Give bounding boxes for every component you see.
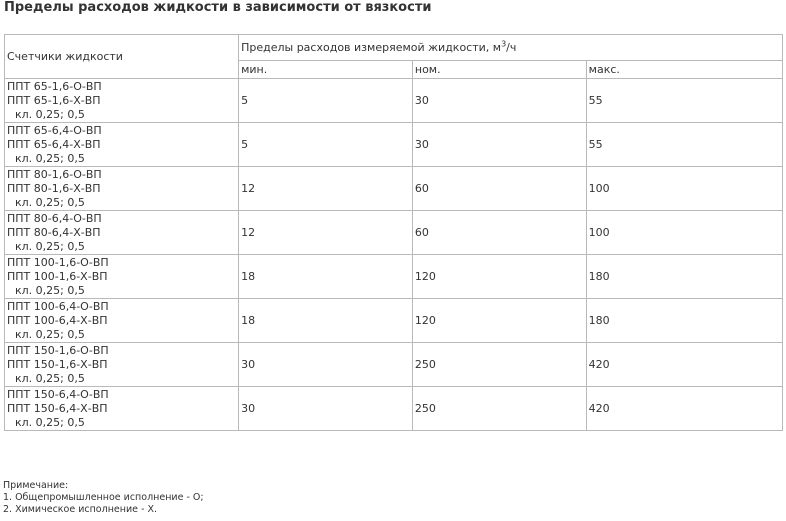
flow-min-cell: 30 (239, 343, 413, 387)
flow-max-cell: 100 (586, 167, 782, 211)
meter-model: ППТ 80-6,4-Х-ВП (7, 225, 101, 239)
meter-model: ППТ 80-1,6-О-ВП (7, 167, 102, 181)
table-row (5, 123, 783, 167)
meter-model: ППТ 100-6,4-Х-ВП (7, 313, 108, 327)
header-flow-limits-text: Пределы расходов измеряемой жидкости, м (241, 40, 502, 54)
flow-max-cell: 180 (586, 255, 782, 299)
table-row (5, 299, 783, 343)
table-row (5, 387, 783, 431)
flow-limits-table (4, 34, 783, 431)
flow-nom-cell: 30 (412, 123, 586, 167)
accuracy-class: кл. 0,25; 0,5 (15, 283, 85, 297)
meter-model: ППТ 150-1,6-Х-ВП (7, 357, 108, 371)
meter-model: ППТ 80-6,4-О-ВП (7, 211, 102, 225)
meter-model: ППТ 80-1,6-Х-ВП (7, 181, 101, 195)
flow-min-cell: 18 (239, 299, 413, 343)
meter-model: ППТ 100-6,4-О-ВП (7, 299, 109, 313)
meter-model-cell (5, 387, 239, 431)
accuracy-class: кл. 0,25; 0,5 (15, 327, 85, 341)
flow-max-cell: 180 (586, 299, 782, 343)
flow-min-cell: 12 (239, 211, 413, 255)
table-row (5, 255, 783, 299)
header-max: макс. (586, 61, 782, 79)
meter-model: ППТ 100-1,6-Х-ВП (7, 269, 108, 283)
meter-model-cell (5, 255, 239, 299)
meter-model: ППТ 100-1,6-О-ВП (7, 255, 109, 269)
meter-model: ППТ 150-6,4-О-ВП (7, 387, 109, 401)
flow-min-cell: 5 (239, 79, 413, 123)
meter-model: ППТ 150-1,6-О-ВП (7, 343, 109, 357)
flow-nom-cell: 120 (412, 299, 586, 343)
flow-max-cell: 55 (586, 79, 782, 123)
flow-max-cell: 100 (586, 211, 782, 255)
note-item: 2. Химическое исполнение - Х. (3, 504, 157, 515)
header-flow-limits (239, 35, 783, 61)
flow-min-cell: 12 (239, 167, 413, 211)
header-min: мин. (239, 61, 413, 79)
notes (3, 480, 204, 516)
table-body (5, 79, 783, 431)
flow-max-cell: 55 (586, 123, 782, 167)
meter-model: ППТ 65-6,4-Х-ВП (7, 137, 101, 151)
accuracy-class: кл. 0,25; 0,5 (15, 415, 85, 429)
accuracy-class: кл. 0,25; 0,5 (15, 239, 85, 253)
table-row (5, 343, 783, 387)
meter-model-cell (5, 167, 239, 211)
note-item: 1. Общепромышленное исполнение - О; (3, 492, 204, 503)
flow-nom-cell: 250 (412, 343, 586, 387)
page-title: Пределы расходов жидкости в зависимости от вязкости (4, 0, 432, 15)
header-unit-suffix: /ч (506, 40, 517, 54)
meter-model: ППТ 65-6,4-О-ВП (7, 123, 102, 137)
flow-nom-cell: 60 (412, 211, 586, 255)
meter-model-cell (5, 79, 239, 123)
header-meters: Счетчики жидкости (5, 35, 239, 79)
header-unit-superscript: 3 (501, 38, 507, 48)
header-nom: ном. (412, 61, 586, 79)
meter-model-cell (5, 343, 239, 387)
table-row (5, 211, 783, 255)
meter-model: ППТ 65-1,6-Х-ВП (7, 93, 101, 107)
flow-max-cell: 420 (586, 387, 782, 431)
flow-min-cell: 5 (239, 123, 413, 167)
table-header-row (5, 35, 783, 61)
flow-min-cell: 30 (239, 387, 413, 431)
meter-model: ППТ 65-1,6-О-ВП (7, 79, 102, 93)
accuracy-class: кл. 0,25; 0,5 (15, 151, 85, 165)
meter-model: ППТ 150-6,4-Х-ВП (7, 401, 108, 415)
flow-min-cell: 18 (239, 255, 413, 299)
meter-model-cell (5, 123, 239, 167)
flow-max-cell: 420 (586, 343, 782, 387)
flow-nom-cell: 120 (412, 255, 586, 299)
accuracy-class: кл. 0,25; 0,5 (15, 195, 85, 209)
meter-model-cell (5, 299, 239, 343)
flow-nom-cell: 30 (412, 79, 586, 123)
flow-nom-cell: 250 (412, 387, 586, 431)
flow-nom-cell: 60 (412, 167, 586, 211)
notes-heading: Примечание: (3, 480, 69, 491)
accuracy-class: кл. 0,25; 0,5 (15, 107, 85, 121)
table-row (5, 79, 783, 123)
accuracy-class: кл. 0,25; 0,5 (15, 371, 85, 385)
table-row (5, 167, 783, 211)
meter-model-cell (5, 211, 239, 255)
